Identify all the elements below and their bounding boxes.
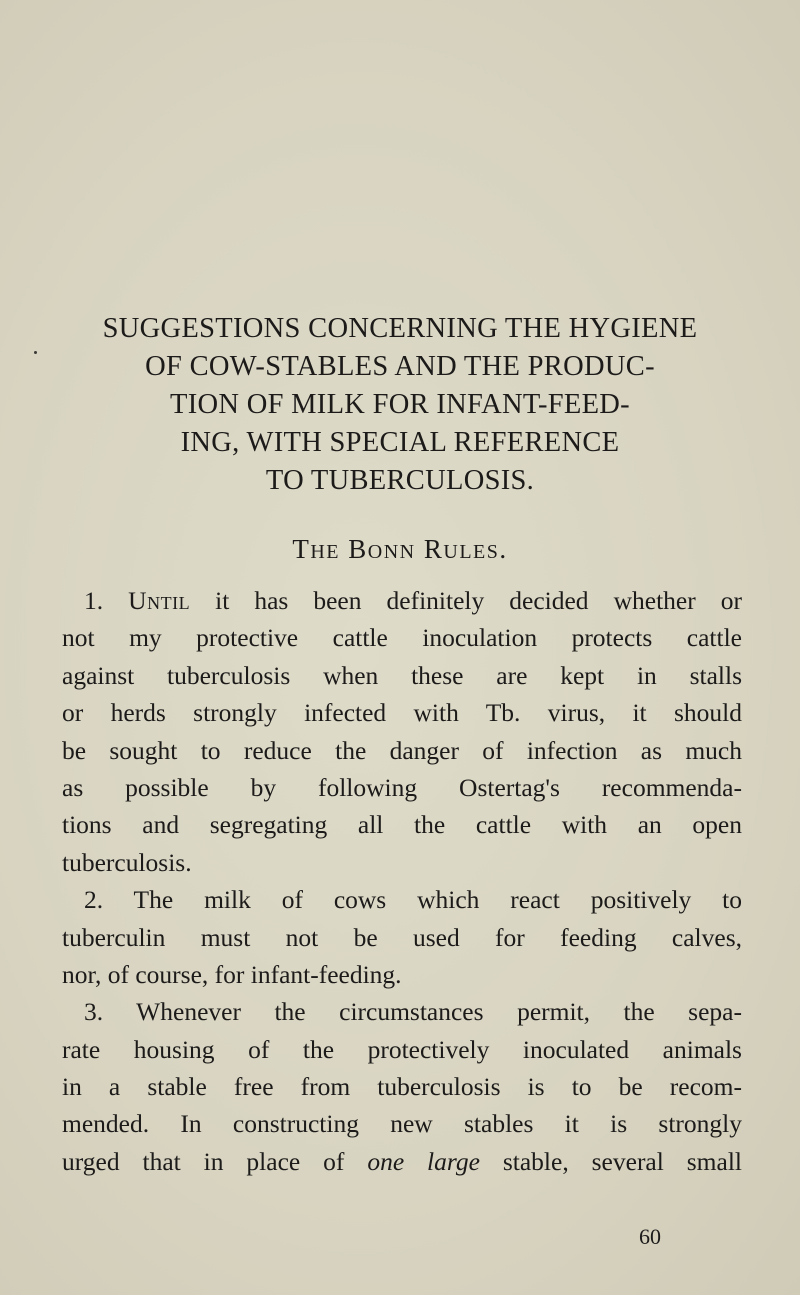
paragraph-1-line-2: not my protective cattle inoculation protects cattle <box>62 623 742 653</box>
paragraph-2-line-3: nor, of course, for infant-feeding. <box>62 959 402 989</box>
paragraph-1-line-4: or herds strongly infected with Tb. virus, it should <box>62 698 742 728</box>
paragraph-3-line-1: 3. Whenever the circumstances permit, the sepa- <box>84 997 742 1027</box>
title-cap-3: R <box>415 534 444 564</box>
paragraph-3 <box>62 993 742 1180</box>
heading-line-2: OF COW-STABLES AND THE PRODUC- <box>145 351 655 382</box>
paragraph-3-line-5 <box>62 1143 742 1180</box>
heading-line-4: ING, WITH SPECIAL REFERENCE <box>180 427 620 458</box>
print-speck <box>34 351 37 354</box>
paragraph-1-line-8: tuberculosis. <box>62 847 192 877</box>
paragraph-3-italic-phrase: one large <box>367 1146 480 1176</box>
paragraph-2-line-1: 2. The milk of cows which react positively to <box>84 885 742 915</box>
paragraph-3-last-before: urged that in place of <box>62 1146 368 1176</box>
title-small-2: ONN <box>367 541 416 563</box>
title-period: . <box>499 534 508 564</box>
paragraph-1-line-1-rest: it has been definitely decided whether or <box>190 586 742 615</box>
paragraph-1-number: 1. <box>84 586 104 615</box>
title-small-3: ULES <box>443 541 500 563</box>
chapter-heading <box>40 310 760 500</box>
paragraph-1-line-5: be sought to reduce the danger of infection as much <box>62 735 742 765</box>
paragraph-1-line-7: tions and segregating all the cattle with an open <box>62 810 742 840</box>
paragraph-1-line-1 <box>62 582 742 619</box>
heading-line-5: TO TUBERCULOSIS. <box>265 465 535 496</box>
paragraph-3-line-2: rate housing of the protectively inoculated animals <box>62 1034 742 1064</box>
paragraph-1-lead-word: Until <box>128 586 191 615</box>
paragraph-1-line-6: as possible by following Ostertag's recommenda- <box>62 772 742 802</box>
paragraph-1-line-3: against tuberculosis when these are kept in stalls <box>62 660 742 690</box>
title-cap-2: B <box>340 534 368 564</box>
section-title <box>40 534 760 565</box>
paragraph-2-line-2: tuberculin must not be used for feeding calves, <box>62 922 742 952</box>
paragraph-1 <box>62 582 742 881</box>
paragraph-3-line-4: mended. In constructing new stables it is strongly <box>62 1109 742 1139</box>
title-small-1: HE <box>310 541 341 563</box>
title-cap-1: T <box>292 534 311 564</box>
page-number: 60 <box>639 1224 661 1249</box>
paragraph-3-last-after: stable, several small <box>479 1146 743 1176</box>
body-text <box>62 582 742 1180</box>
heading-line-3: TION OF MILK FOR INFANT-FEED- <box>170 389 630 420</box>
heading-line-1: SUGGESTIONS CONCERNING THE HYGIENE <box>102 313 698 344</box>
paragraph-2 <box>62 881 742 993</box>
paragraph-3-line-3: in a stable free from tuberculosis is to be recom- <box>62 1072 742 1102</box>
